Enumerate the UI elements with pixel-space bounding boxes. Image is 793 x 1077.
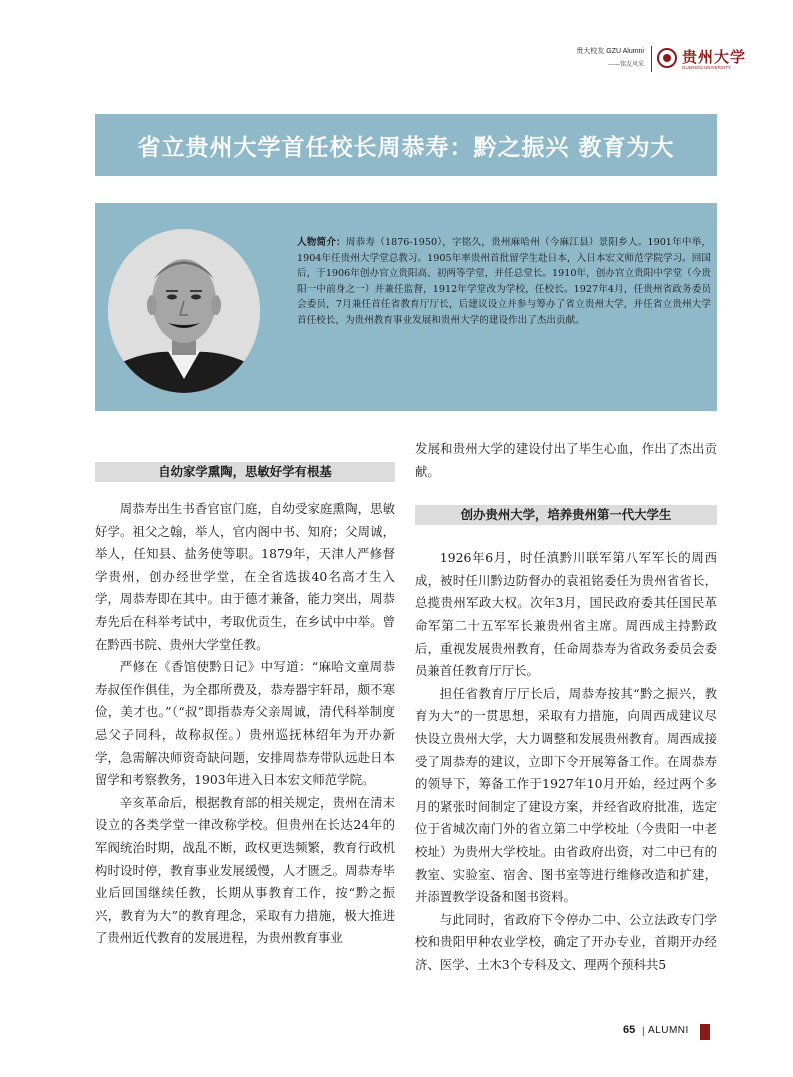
footer-separator: | [642,1026,645,1037]
paragraph: 与此同时，省政府下令停办二中、公立法政专门学校和贵阳甲种农业学校，确定了开办专业，首期开办经济、医学、土木3个专科及文、理两个预科共5 [415,911,717,972]
portrait-photo [108,229,260,393]
paragraph: 辛亥革命后，根据教育部的相关规定，贵州在清末设立的各类学堂一律改称学校。但贵州在长达24年的军阀统治时期，战乱不断，政权更迭频繁，教育行政机构时设时停，教育事业发展缓慢，人才匮乏。周恭寿毕业后回国继续任教，长期从事教育工作，按“黔之振兴，教育为大”的教育理念，采取有力措施，极大推进了贵州近代教育的发展进程，为贵州教育事业 [95,794,395,946]
bio-panel [95,203,717,411]
paragraph: 严修在《香馆使黔日记》中写道：“麻哈文童周恭寿叔侄作俱佳，为全郡所费及，恭寿器宇轩昂，颇不寒俭，美才也。”（“叔”即指恭寿父亲周诚，清代科举制度忌父子同科，故称叔侄。）贵州巡抚林绍年为开办新学，急需解决师资奇缺问题，安排周恭寿带队远赴日本留学和考察教务，1903年进入日本宏文师范学院。 [95,659,395,788]
university-logo-english: GUIZHOU UNIVERSITY [682,65,732,70]
bio-text [297,235,711,329]
footer-label: ALUMNI [648,1025,689,1036]
portrait-illustration [108,229,260,393]
header-divider [651,46,652,72]
bio-content: 周恭寿（1876-1950），字铭久，贵州麻哈州（今麻江县）景阳乡人。1901年中举，1904年任贵州大学堂总教习。1905年率贵州首批留学生赴日本，入日本宏文师范学院学习。回国后，于1906年创办官立贵阳高、初两等学堂，并任总堂长。1910年，创办官立贵阳中学堂（今贵阳一中前身之一）并兼任监督，1912年学堂改为学校，任校长。1927年4月，任贵州省政务委员会委员，7月兼任首任省教育厅厅长，后建议设立并参与筹办了省立贵州大学，并任省立贵州大学首任校长，为贵州教育事业发展和贵州大学的建设作出了杰出贡献。 [297,237,712,326]
article-title: 省立贵州大学首任校长周恭寿：黔之振兴 教育为大 [137,133,675,161]
title-banner [95,114,717,176]
bio-label: 人物简介： [297,237,346,248]
paragraph: 周恭寿出生书香官宦门庭，自幼受家庭熏陶，思敏好学。祖父之翰，举人，官内阁中书、知府；父周诚，举人，任知县、盐务使等职。1879年，天津人严修督学贵州，创办经世学堂，在全省选拔40名高才生入学，周恭寿即在其中。由于德才兼备，能力突出，周恭寿先后在科举考试中，考取优贡生，在乡试中中举。曾在黔西书院、贵州大学堂任教。 [95,501,395,652]
section-heading-2: 创办贵州大学，培养贵州第一代大学生 [415,505,717,525]
page-footer [612,1024,722,1042]
footer-color-block [700,1024,710,1040]
section-heading-1: 自幼家学熏陶，思敏好学有根基 [95,462,395,482]
alumni-line: 贵大校友 GZU Alumni [576,48,644,55]
university-seal-icon [657,48,677,68]
header-tagline: ——铭友风采 [607,61,644,68]
university-logo-text: 贵州大学 [682,48,747,66]
paragraph: 担任省教育厅厅长后，周恭寿按其“黔之振兴，教育为大”的一贯思想，采取有力措施，向周西成建议尽快设立贵州大学，大力调整和发展贵州教育。周西成接受了周恭寿的建议，立即下令开展筹备工作。在周恭寿的领导下，筹备工作于1927年10月开始，经过两个多月的紧张时间制定了建设方案，并经省政府批准，选定位于省城次南门外的省立第二中学校址（今贵阳一中老校址）为贵州大学校址。由省政府出资，对二中已有的教室、实验室、宿舍、图书室等进行维修改造和扩建，并添置教学设备和图书资料。 [415,685,717,905]
right-column [415,438,717,976]
left-column [95,438,395,950]
paragraph: 1926年6月，时任滇黔川联军第八军军长的周西成，被时任川黔边防督办的袁祖铭委任为贵州省省长，总揽贵州军政大权。次年3月，国民政府委其任国民革命军第二十五军军长兼贵州省主席。周西成主持黔政后，重视发展贵州教育，任命周恭寿为省政务委员会委员兼首任教育厅厅长。 [415,550,717,679]
paragraph-continuation: 发展和贵州大学的建设付出了毕生心血，作出了杰出贡献。 [415,441,717,479]
page-number: 65 [623,1024,636,1036]
running-header [560,46,747,76]
